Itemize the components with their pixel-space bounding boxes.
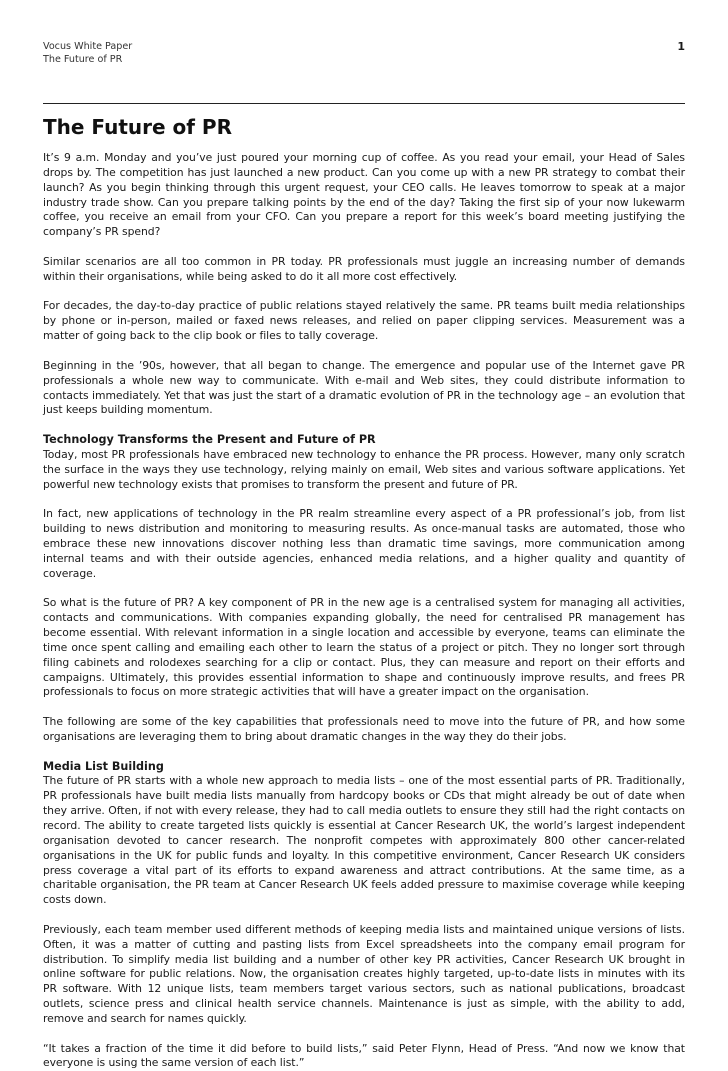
technology-paragraph-4: The following are some of the key capabilities that professionals need to move into the future of PR, and how some organisations are leveraging them to bring about dramatic changes in the way they do their jobs. (43, 715, 685, 743)
technology-paragraph-2: In fact, new applications of technology in the PR realm streamline every aspect of a PR professional’s job, from list building to news distribution and monitoring to measuring results. As once-manual tasks are automated, those who embrace these new innovations discover nothing less than dramatic time savings, more communication among internal teams and with their outside agencies, enhanced media relations, and a higher quality and quantity of coverage. (43, 507, 685, 580)
technology-paragraph-1: Today, most PR professionals have embraced new technology to enhance the PR process. However, many only scratch the surface in the ways they use technology, relying mainly on email, Web sites and various software applications. Yet powerful new technology exists that promises to transform the present and future of PR. (43, 447, 685, 491)
running-header (43, 40, 685, 80)
document-title: The Future of PR (43, 115, 232, 139)
section-heading-technology: Technology Transforms the Present and Future of PR (43, 433, 376, 447)
document-body (43, 151, 685, 1071)
media-list-quote: “It takes a fraction of the time it did before to build lists,” said Peter Flynn, Head of Press. “And now we know that everyone is using the same version of each list.” (43, 1041, 685, 1070)
section-heading-media-list: Media List Building (43, 759, 164, 773)
media-list-paragraph-2: Previously, each team member used different methods of keeping media lists and maintained unique versions of lists. Often, it was a matter of cutting and pasting lists from Excel spreadsheets into the company email program for distribution. To simplify media list building and a number of other key PR activities, Cancer Research UK brought in online software for public relations. Now, the organisation creates highly targeted, up-to-date lists in minutes with its PR software. With 12 unique lists, team members target various sectors, such as national publications, broadcast outlets, science press and clinical health service channels. Maintenance is just as simple, with the ability to add, remove and search for names quickly. (43, 922, 685, 1025)
page-number: 1 (677, 40, 685, 53)
intro-paragraph-4: Beginning in the ’90s, however, that all began to change. The emergence and popular use of the Internet gave PR professionals a whole new way to communicate. With e-mail and Web sites, they could distribute information to contacts immediately. Yet that was just the start of a dramatic evolution of PR in the technology age – an evolution that just keeps building momentum. (43, 358, 685, 417)
technology-paragraph-3: So what is the future of PR? A key component of PR in the new age is a centralised system for managing all activities, contacts and communications. With companies expanding globally, the need for centralised PR management has become essential. With relevant information in a single location and accessible by everyone, teams can eliminate the time once spent calling and emailing each other to learn the status of a project or pitch. They no longer sort through filing cabinets and rolodexes searching for a clip or contact. Plus, they can measure and report on their efforts and campaigns. Ultimately, this provides essential information to shape and continuously improve results, and frees PR professionals to focus on more strategic activities that will have a greater impact on the organisation. (43, 596, 685, 699)
media-list-paragraph-1: The future of PR starts with a whole new approach to media lists – one of the most essential parts of PR. Traditionally, PR professionals have built media lists manually from hardcopy books or CDs that might already be out of date when they arrive. Often, if not with every release, they had to call media outlets to ensure they still had the right contacts on record. The ability to create targeted lists quickly is essential at Cancer Research UK, the world’s largest independent organisation devoted to cancer research. The nonprofit competes with approximately 800 other cancer-related organisations in the UK for public funds and loyalty. In this competitive environment, Cancer Research UK considers press coverage a vital part of its efforts to expand awareness and attract contributions. At the same time, as a charitable organisation, the PR team at Cancer Research UK feels added pressure to maximise coverage while keeping costs down. (43, 774, 685, 907)
header-divider (43, 103, 685, 104)
page-header (43, 40, 685, 80)
header-document-title: The Future of PR (43, 54, 123, 65)
intro-paragraph-2: Similar scenarios are all too common in PR today. PR professionals must juggle an increasing number of demands within their organisations, while being asked to do it all more cost effectively. (43, 254, 685, 283)
header-publication: Vocus White Paper (43, 41, 133, 52)
intro-paragraph-1: It’s 9 a.m. Monday and you’ve just poured your morning cup of coffee. As you read your email, your Head of Sales drops by. The competition has just launched a new product. Can you come up with a new PR strategy to combat their launch? As you begin thinking through this urgent request, your CEO calls. He leaves tomorrow to speak at a major industry trade show. Can you prepare talking points by the end of the day? Taking the first sip of your now lukewarm coffee, you receive an email from your CFO. Can you prepare a report for this week’s board meeting justifying the company’s PR spend? (43, 151, 685, 239)
intro-paragraph-3: For decades, the day-to-day practice of public relations stayed relatively the same. PR teams built media relationships by phone or in-person, mailed or faxed news releases, and relied on paper clipping services. Measurement was a matter of going back to the clip book or files to tally coverage. (43, 299, 685, 343)
